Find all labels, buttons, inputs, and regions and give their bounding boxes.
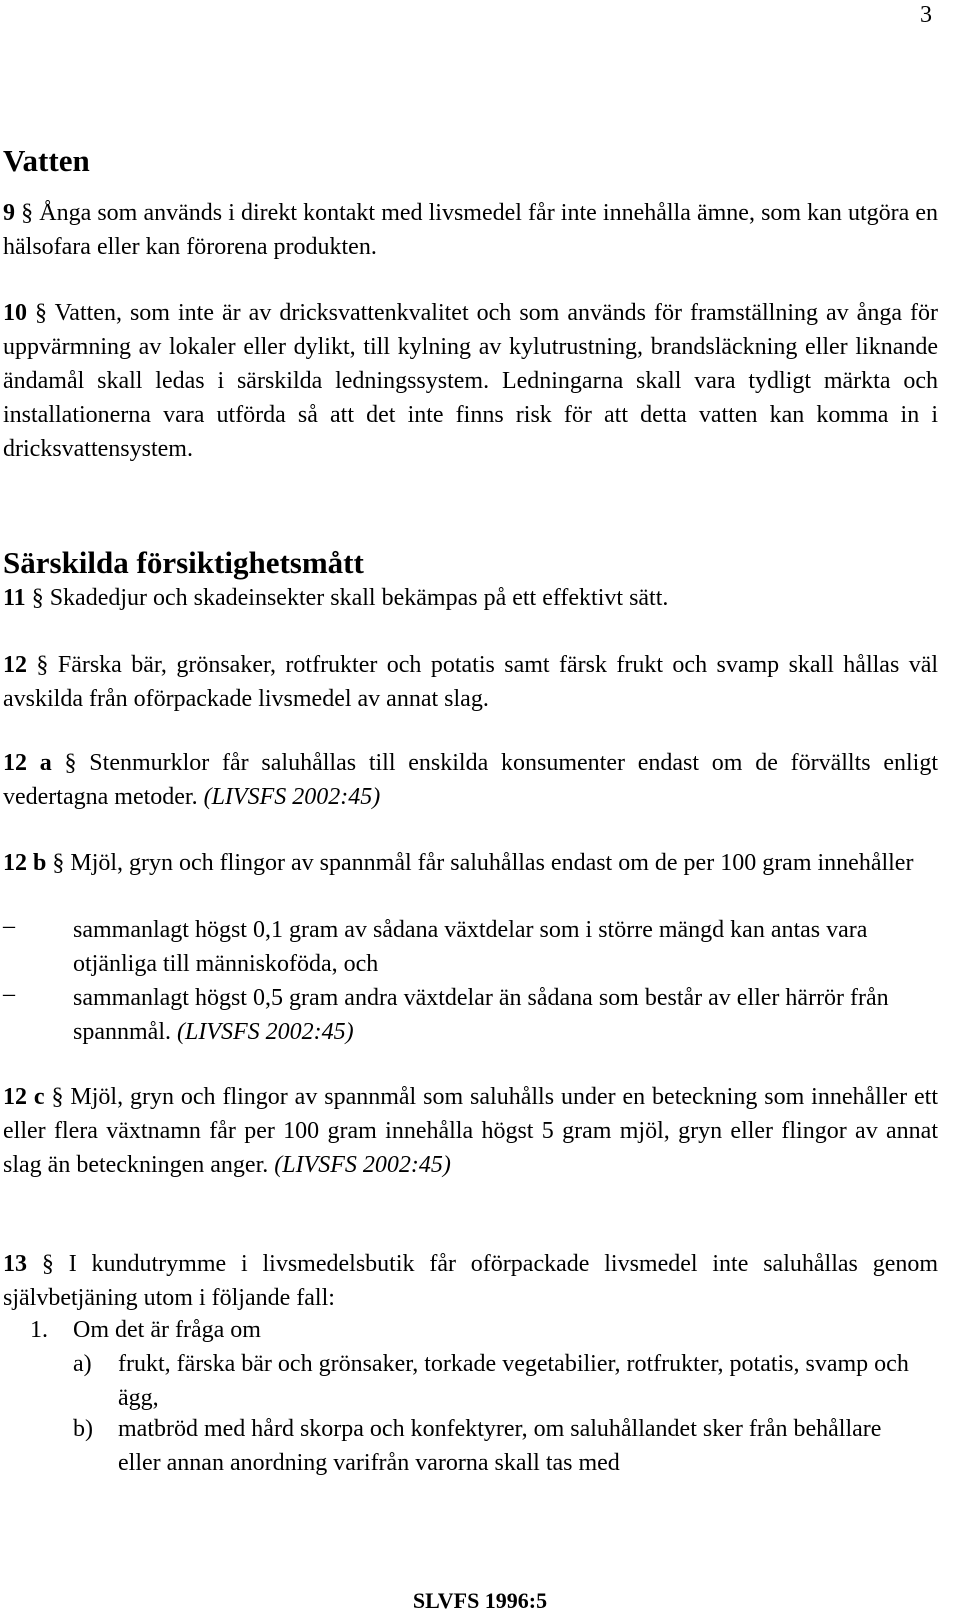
list-marker: 1. — [30, 1317, 48, 1343]
reference: (LIVSFS 2002:45) — [274, 1152, 451, 1178]
reference: (LIVSFS 2002:45) — [176, 1019, 354, 1045]
section-number: 12 a — [3, 750, 52, 776]
sub-list-item: frukt, färska bär och grönsaker, torkade vegetabilier, rotfrukter, potatis, svamp och ägg, — [118, 1351, 909, 1411]
heading-sarskilda: Särskilda försiktighetsmått — [3, 545, 364, 580]
section-number: 12 c — [3, 1084, 45, 1110]
paragraph-11 — [3, 581, 938, 615]
dash-marker: – — [3, 981, 15, 1007]
list-item: Om det är fråga om — [73, 1317, 261, 1343]
sub-list-marker: b) — [73, 1416, 93, 1442]
section-sign-icon: § — [51, 1084, 64, 1110]
paragraph-text: Stenmurklor får saluhållas till enskilda konsumenter endast om de förvällts enligt vedertagna metoder. — [3, 750, 939, 810]
section-sign-icon: § — [64, 750, 77, 776]
paragraph-12b — [3, 846, 938, 880]
section-number: 13 — [3, 1251, 27, 1277]
paragraph-text: Färska bär, grönsaker, rotfrukter och potatis samt färsk frukt och svamp skall hållas väl avskilda från oförpackade livsmedel av annat slag. — [3, 652, 939, 712]
section-number: 12 b — [3, 850, 47, 876]
section-sign-icon: § — [31, 585, 44, 611]
list-item-text: sammanlagt högst 0,5 gram andra växtdelar än sådana som består av eller härrör från spannmål. — [73, 985, 889, 1045]
paragraph-text: Mjöl, gryn och flingor av spannmål får saluhållas endast om de per 100 gram innehåller — [70, 850, 914, 876]
list-item — [73, 981, 913, 1049]
paragraph-12a — [3, 746, 938, 814]
section-sign-icon: § — [21, 200, 34, 226]
section-sign-icon: § — [35, 300, 48, 326]
section-number: 9 — [3, 200, 15, 226]
paragraph-12 — [3, 648, 938, 716]
section-number: 10 — [3, 300, 27, 326]
paragraph-12c — [3, 1080, 938, 1182]
section-sign-icon: § — [52, 850, 65, 876]
section-number: 12 — [3, 652, 27, 678]
paragraph-text: Ånga som används i direkt kontakt med livsmedel får inte innehålla ämne, som kan utgöra en hälsofara eller kan förorena produkten. — [3, 200, 939, 260]
section-number: 11 — [3, 585, 26, 611]
list-item: sammanlagt högst 0,1 gram av sådana växtdelar som i större mängd kan antas vara otjänliga till människoföda, och — [73, 917, 868, 977]
section-sign-icon: § — [36, 652, 49, 678]
paragraph-text: Vatten, som inte är av dricksvattenkvalitet och som används för framställning av ånga för uppvärmning av lokaler eller dylikt, till kylning av kylutrustning, brandsläckning eller liknande ändamål skall ledas i särskilda ledningssystem. Ledningarna skall vara tydligt märkta och installationerna vara utförda så att det inte finns risk för att detta vatten kan komma in i dricksvattensystem. — [3, 300, 938, 462]
section-sign-icon: § — [41, 1251, 54, 1277]
page-number: 3 — [920, 2, 932, 28]
sub-list-marker: a) — [73, 1351, 92, 1377]
paragraph-9 — [3, 196, 938, 264]
dash-marker: – — [3, 913, 15, 939]
paragraph-text: I kundutrymme i livsmedelsbutik får oförpackade livsmedel inte saluhållas genom självbetjäning utom i följande fall: — [3, 1251, 939, 1311]
sub-list-item: matbröd med hård skorpa och konfektyrer, om saluhållandet sker från behållare eller annan anordning varifrån varorna skall tas med — [118, 1416, 882, 1476]
paragraph-text: Mjöl, gryn och flingor av spannmål som saluhålls under en beteckning som innehåller ett eller flera växtnamn får per 100 gram innehålla högst 5 gram mjöl, gryn eller flingor av annat slag än beteckningen anger. — [3, 1084, 939, 1178]
paragraph-10 — [3, 296, 938, 466]
footer-label: SLVFS 1996:5 — [412, 1588, 548, 1613]
heading-vatten: Vatten — [3, 143, 90, 178]
reference: (LIVSFS 2002:45) — [203, 784, 381, 810]
paragraph-13 — [3, 1247, 938, 1315]
paragraph-text: Skadedjur och skadeinsekter skall bekämpas på ett effektivt sätt. — [49, 585, 669, 611]
